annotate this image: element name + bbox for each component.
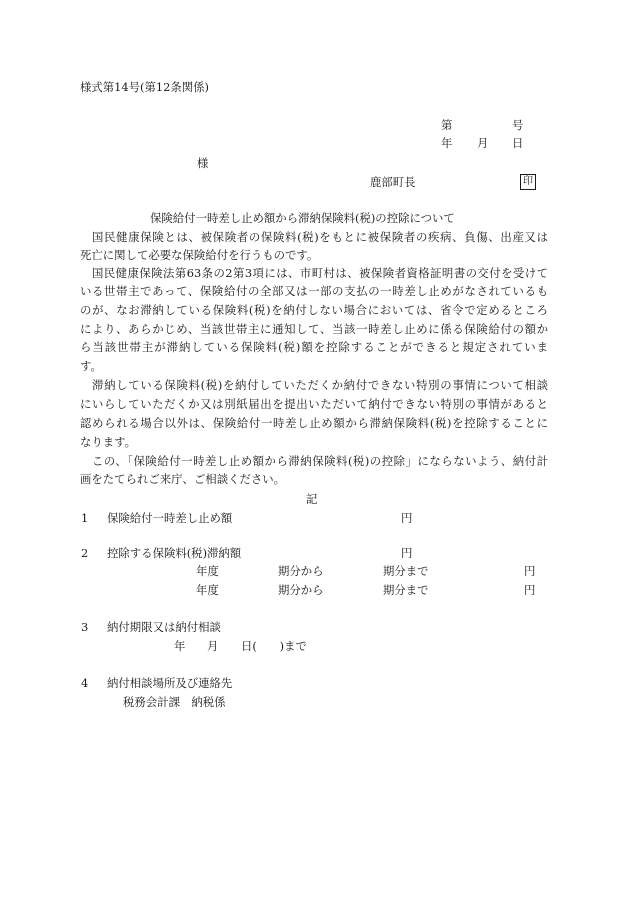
body-line: 国民健康保険とは、被保険者の保険料(税)をもとに被保険者の疾病、負傷、出産又は bbox=[92, 230, 548, 244]
period-to-label: 期分まで bbox=[383, 564, 429, 578]
item-yen-label: 円 bbox=[401, 546, 413, 560]
addressee-suffix: 様 bbox=[197, 156, 209, 170]
item-yen-label: 円 bbox=[401, 511, 413, 525]
body-line: により、あらかじめ、当該世帯主に通知して、当該一時差し止めに係る保険給付の額か bbox=[80, 322, 548, 336]
body-line: のが、なお滞納している保険料(税)を納付しない場合においては、省令で定めるところ bbox=[80, 303, 548, 317]
period-from-label: 期分から bbox=[278, 564, 324, 578]
period-to-label: 期分まで bbox=[383, 583, 429, 597]
item-number: 3 bbox=[81, 620, 89, 634]
row-yen-label: 円 bbox=[524, 583, 536, 597]
number-suffix: 号 bbox=[512, 118, 524, 132]
body-line: ら当該世帯主が滞納している保険料(税)額を控除することができると規定されていま bbox=[80, 340, 548, 354]
row-yen-label: 円 bbox=[524, 564, 536, 578]
item-number: 2 bbox=[81, 546, 89, 560]
deadline-month-label: 月 bbox=[207, 639, 219, 653]
body-line: なります。 bbox=[80, 435, 137, 449]
body-line: 死亡に関して必要な保険給付を行うものです。 bbox=[80, 248, 319, 262]
body-line: 滞納している保険料(税)を納付していただくか納付できない特別の事情について相談 bbox=[92, 378, 548, 392]
item-label: 納付相談場所及び連絡先 bbox=[107, 676, 233, 690]
date-day-label: 日 bbox=[512, 136, 524, 150]
fiscal-year-label: 年度 bbox=[196, 564, 219, 578]
contact-place: 税務会計課 納税係 bbox=[123, 695, 226, 709]
document-title: 保険給付一時差し止め額から滞納保険料(税)の控除について bbox=[150, 211, 455, 225]
body-line: にいらしていただくか又は別紙届出を提出いただいて納付できない特別の事情があると bbox=[80, 397, 548, 411]
body-line: この、「保険給付一時差し止め額から滞納保険料(税)の控除」にならないよう、納付計 bbox=[92, 454, 548, 468]
date-year-label: 年 bbox=[441, 136, 453, 150]
item-label: 納付期限又は納付相談 bbox=[107, 620, 221, 634]
form-number: 様式第14号(第12条関係) bbox=[80, 80, 210, 94]
sender-name: 鹿部町長 bbox=[370, 175, 416, 189]
date-month-label: 月 bbox=[477, 136, 489, 150]
body-line: す。 bbox=[80, 359, 102, 373]
ki-heading: 記 bbox=[306, 492, 318, 506]
deadline-day-label: 日( )まで bbox=[241, 639, 307, 653]
fiscal-year-label: 年度 bbox=[196, 583, 219, 597]
item-number: 1 bbox=[81, 511, 89, 525]
body-line: 画をたてられご来庁、ご相談ください。 bbox=[80, 472, 286, 486]
period-from-label: 期分から bbox=[278, 583, 324, 597]
seal-stamp: 印 bbox=[520, 174, 536, 190]
body-line: いる世帯主であって、保険給付の全部又は一部の支払の一時差し止めがなされているも bbox=[80, 284, 548, 298]
body-line: 国民健康保険法第63条の2第3項には、市町村は、被保険者資格証明書の交付を受けて bbox=[92, 266, 548, 280]
item-label: 控除する保険料(税)滞納額 bbox=[107, 546, 242, 560]
body-line: 認められる場合以外は、保険給付一時差し止め額から滞納保険料(税)を控除することに bbox=[80, 416, 548, 430]
deadline-year-label: 年 bbox=[174, 639, 186, 653]
item-number: 4 bbox=[81, 676, 89, 690]
number-prefix: 第 bbox=[441, 118, 453, 132]
item-label: 保険給付一時差し止め額 bbox=[107, 511, 233, 525]
